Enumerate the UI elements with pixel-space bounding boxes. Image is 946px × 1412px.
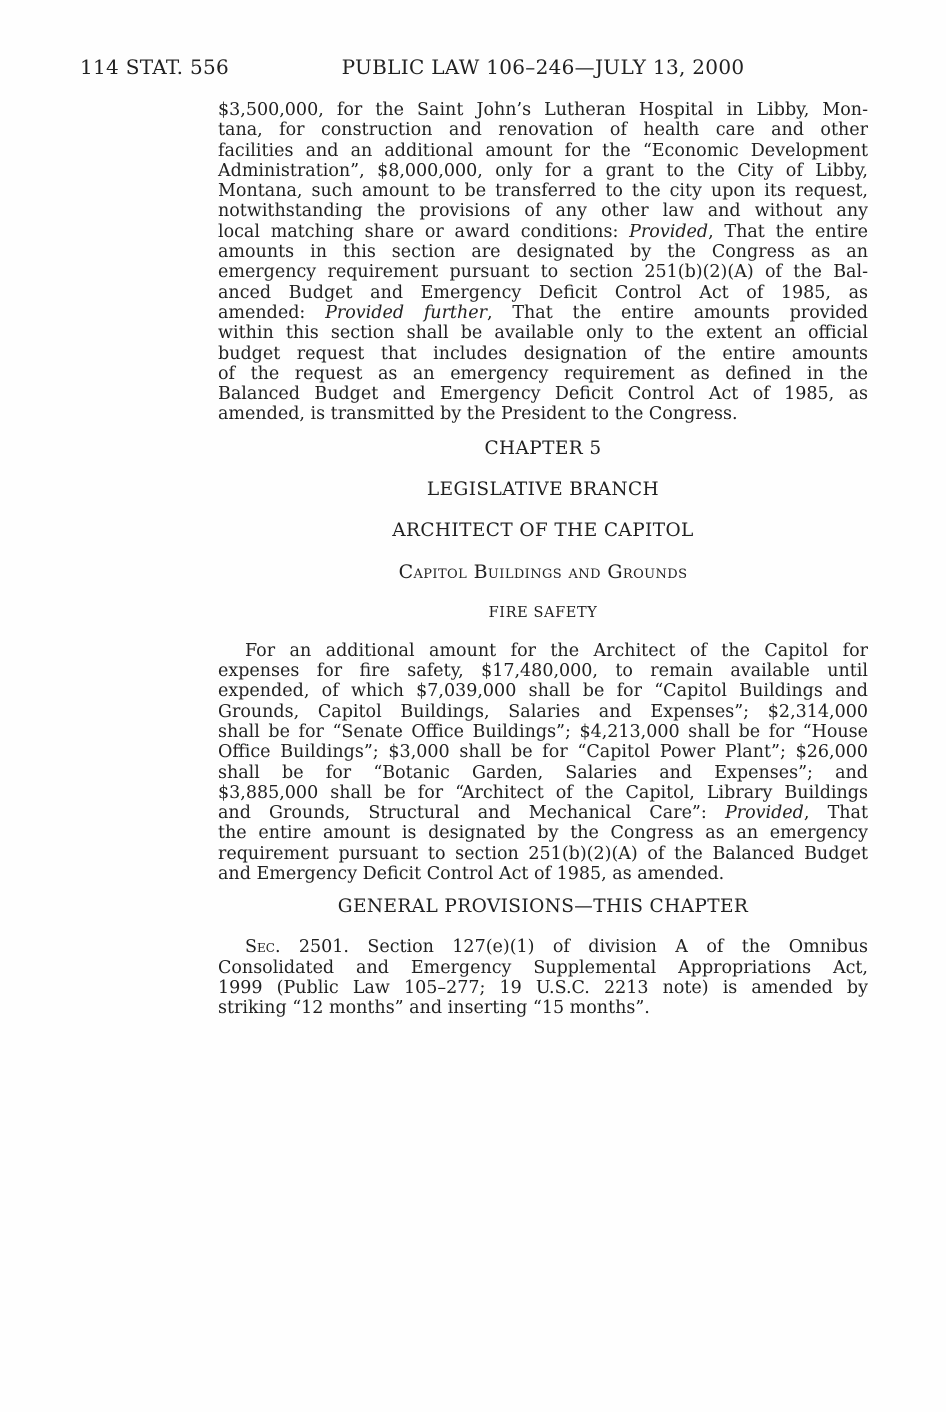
text-line: and Grounds, Structural and Mechanical Care”: Provided, That (218, 803, 868, 824)
text-line: striking “12 months” and inserting “15 months”. (218, 998, 650, 1019)
text-line: Grounds, Capitol Buildings, Salaries and Expenses”; $2,314,000 (218, 701, 868, 722)
text-column (218, 100, 868, 1019)
heading-general-provisions: GENERAL PROVISIONS—THIS CHAPTER (337, 896, 749, 918)
text-line: Office Buildings”; $3,000 shall be for “Capitol Power Plant”; $26,000 (218, 742, 868, 763)
heading-legislative-branch: LEGISLATIVE BRANCH (426, 478, 660, 500)
text-line: notwithstanding the provisions of any other law and without any (218, 201, 868, 222)
text-line: within this section shall be available only to the extent an official (218, 323, 868, 344)
running-head-law-title: PUBLIC LAW 106–246—JULY 13, 2000 (341, 55, 745, 79)
text-line: tana, for construction and renovation of health care and other (218, 120, 868, 141)
text-line: facilities and an additional amount for the “Economic Development (218, 140, 868, 161)
text-line: amended: Provided further, That the entire amounts provided (218, 302, 869, 323)
text-line: Administration”, $8,000,000, only for a grant to the City of Libby, (218, 160, 868, 181)
text-line: amounts in this section are designated by the Congress as an (218, 242, 868, 263)
heading-capitol-buildings-and-grounds: Capitol Buildings and Grounds (398, 560, 688, 583)
text-line: and Emergency Deficit Control Act of 1985, as amended. (218, 864, 725, 885)
text-line: Consolidated and Emergency Supplemental Appropriations Act, (218, 957, 868, 978)
text-line: anced Budget and Emergency Deficit Control Act of 1985, as (218, 282, 868, 303)
heading-architect-of-the-capitol: ARCHITECT OF THE CAPITOL (392, 519, 694, 541)
text-line: $3,500,000, for the Saint John’s Lutheran Hospital in Libby, Mon- (218, 100, 868, 120)
text-line: emergency requirement pursuant to section 251(b)(2)(A) of the Bal- (218, 262, 868, 283)
text-line: expenses for fire safety, $17,480,000, to remain available until (218, 661, 868, 682)
text-line: the entire amount is designated by the Congress as an emergency (218, 823, 868, 844)
text-line: Montana, such amount to be transferred to the city upon its request, (218, 181, 868, 202)
text-line: local matching share or award conditions: Provided, That the entire (218, 221, 868, 242)
text-line: budget request that includes designation of the entire amounts (218, 343, 868, 364)
text-line: shall be for “Senate Office Buildings”; $4,213,000 shall be for “House (218, 721, 868, 742)
text-line: Sec. 2501. Section 127(e)(1) of division A of the Omnibus (245, 937, 868, 958)
text-line: of the request as an emergency requirement as defined in the (218, 363, 868, 384)
text-line: Balanced Budget and Emergency Deficit Control Act of 1985, as (218, 384, 868, 405)
text-line: shall be for “Botanic Garden, Salaries and Expenses”; and (218, 762, 868, 783)
heading-fire-safety: FIRE SAFETY (488, 604, 598, 621)
text-line: $3,885,000 shall be for “Architect of the Capitol, Library Buildings (218, 782, 868, 803)
text-line: For an additional amount for the Architect of the Capitol for (245, 640, 868, 661)
text-line: requirement pursuant to section 251(b)(2)(A) of the Balanced Budget (218, 843, 868, 864)
text-line: 1999 (Public Law 105–277; 19 U.S.C. 2213 note) is amended by (218, 977, 868, 998)
heading-chapter: CHAPTER 5 (484, 437, 602, 459)
text-line: amended, is transmitted by the President to the Congress. (218, 404, 738, 425)
statute-page-number: 114 STAT. 556 (80, 55, 230, 79)
paragraph-hospital-appropriation (218, 100, 868, 425)
paragraph-fire-safety-appropriation (218, 641, 868, 885)
paragraph-sec-2501 (218, 937, 868, 1018)
text-line: expended, of which $7,039,000 shall be for “Capitol Buildings and (218, 681, 868, 702)
